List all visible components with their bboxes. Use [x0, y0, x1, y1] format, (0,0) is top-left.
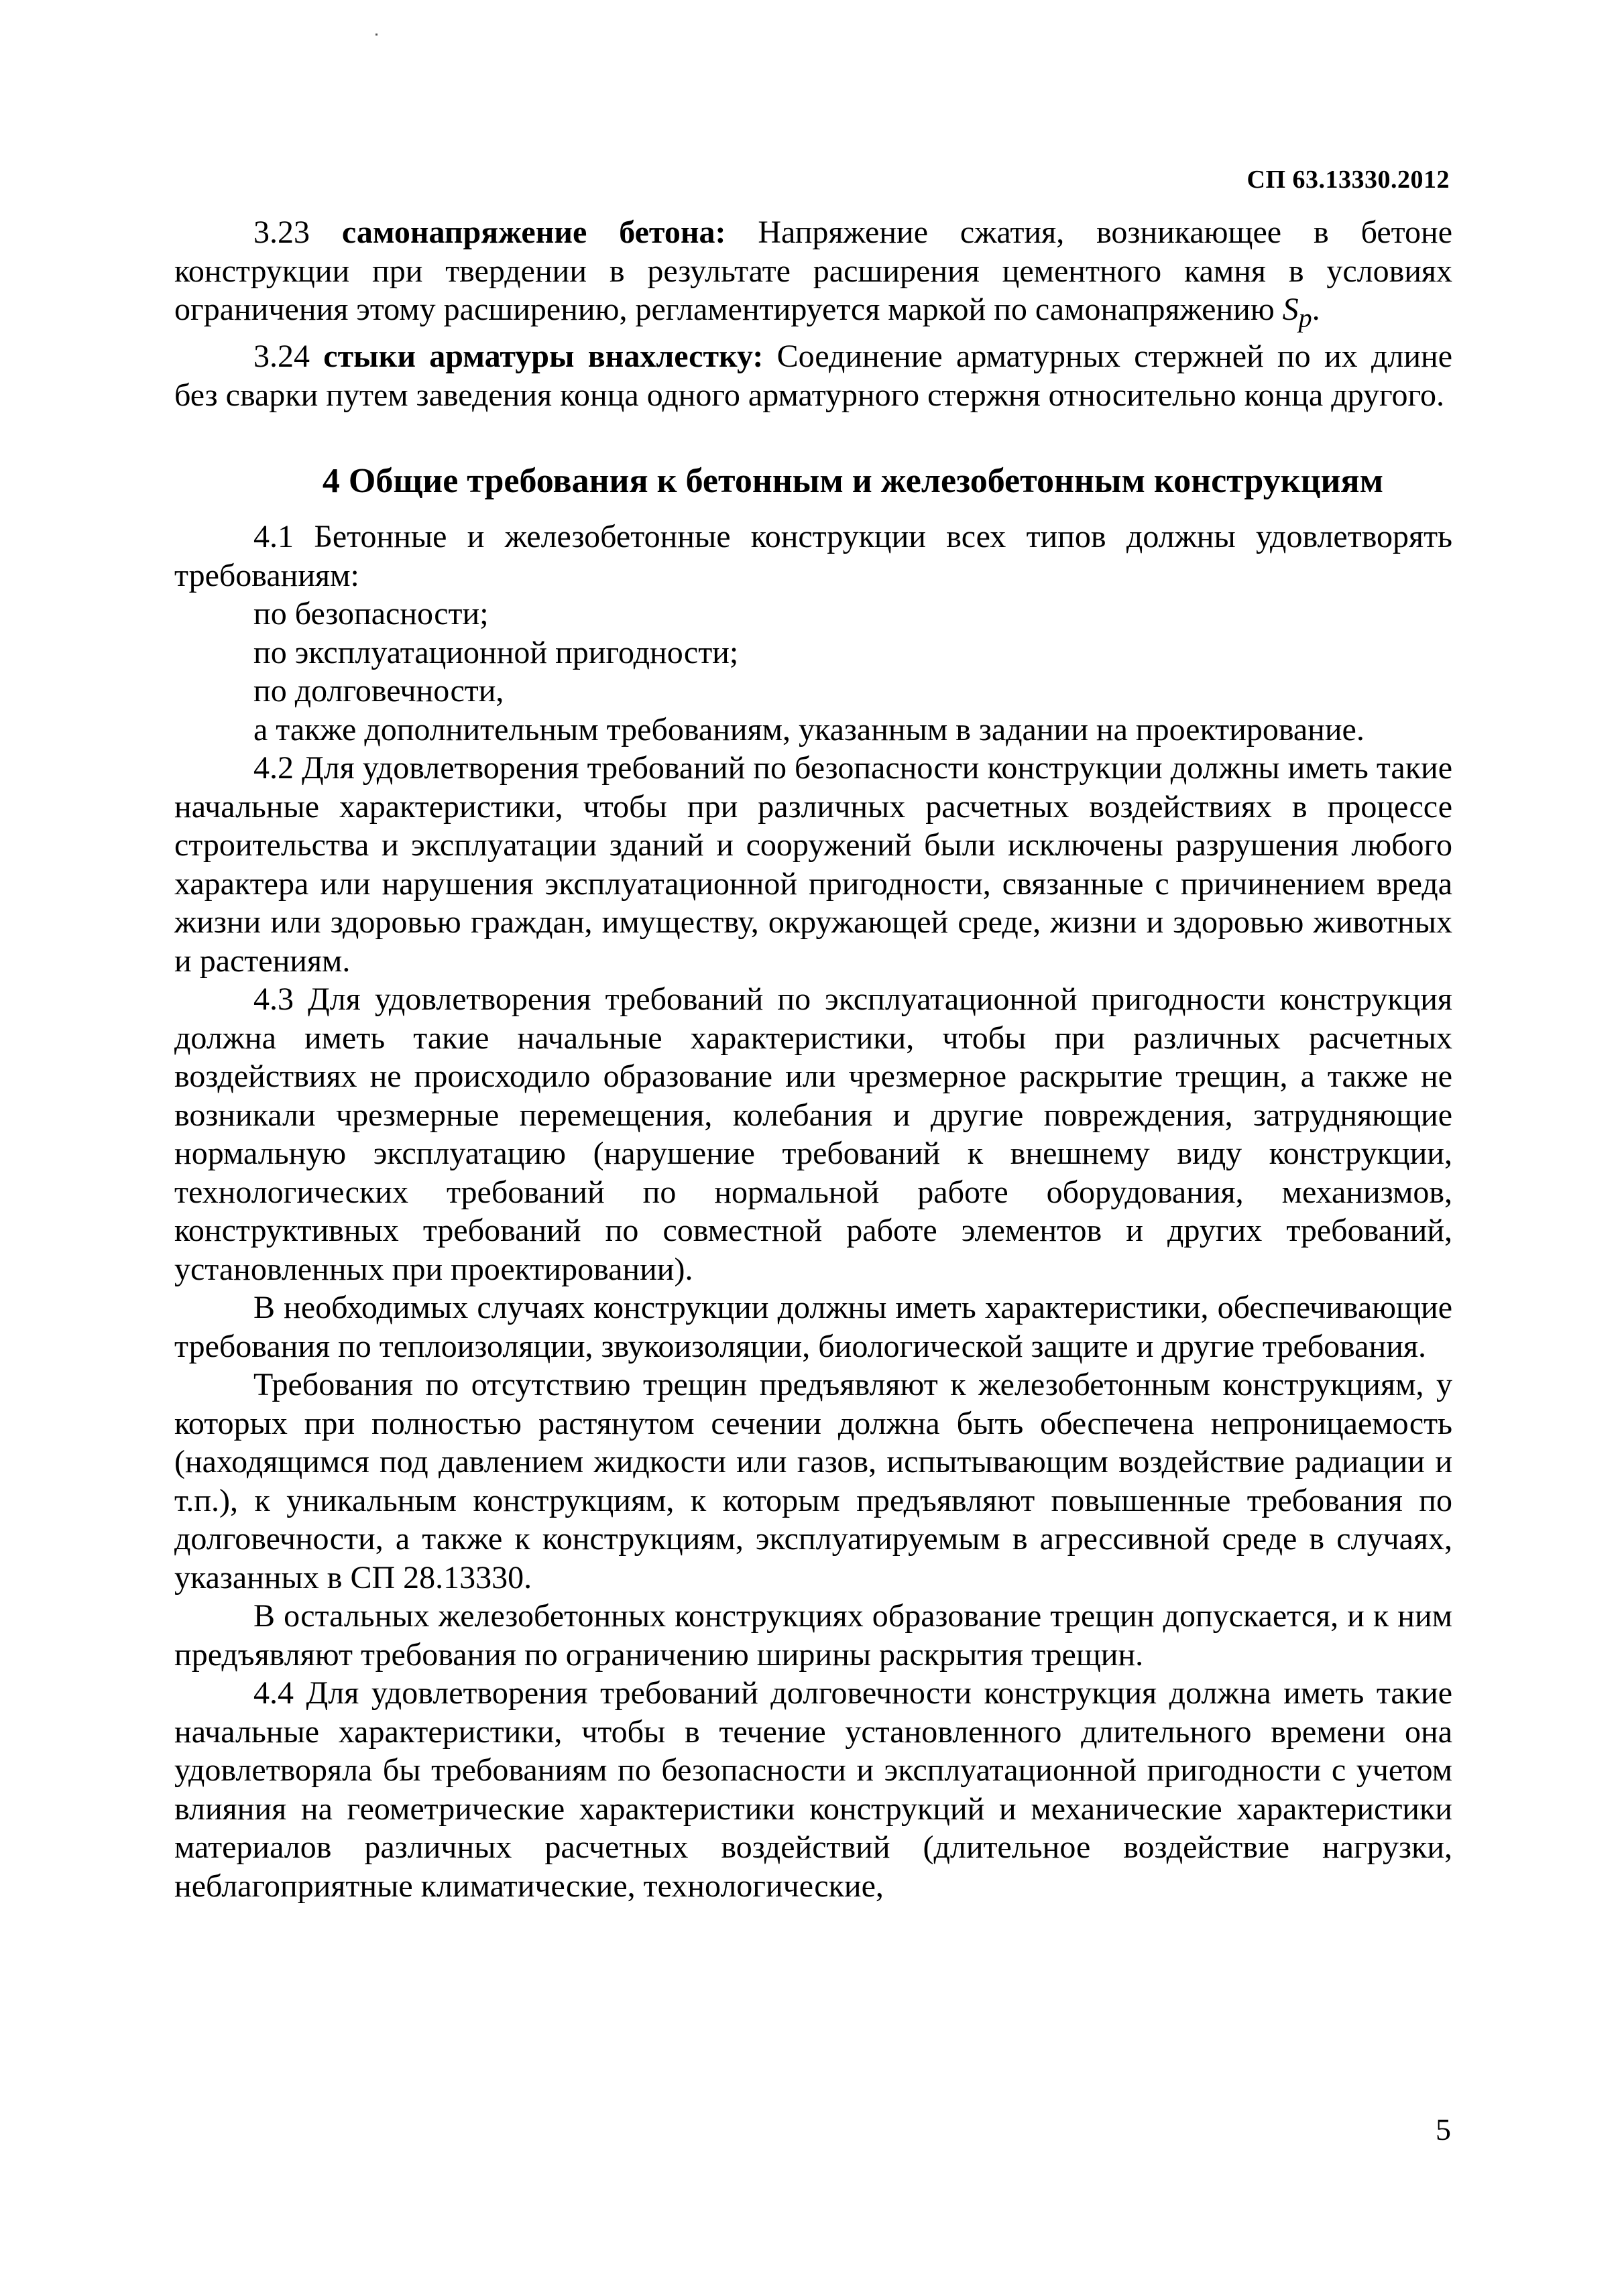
list-item: по безопасности; [253, 596, 489, 632]
section-heading: 4 Общие требования к бетонным и железобетонным конструкциям [322, 462, 1384, 501]
paragraph-necessary-cases: В необходимых случаях конструкции должны иметь характеристики, обеспечивающие требования по теплоизоляции, звукоизоляции, биологической защите и другие требования. [174, 1290, 1452, 1364]
paragraph-4-1: 4.1 Бетонные и железобетонные конструкции всех типов должны удовлетворять требованиям: [174, 519, 1452, 593]
symbol-sp: $S_p$ [1282, 292, 1312, 333]
paragraph-crack-requirements: Требования по отсутствию трещин предъявляют к железобетонным конструкциям, у которых при полностью растянутом сечении должна быть обеспечена непроницаемость (находящимся под давлением жидкости или газов, испытывающим воздействие радиации и т.п.), к уникальным конструкциям, к которым предъявляют повышенные требования по долговечности, а также к конструкциям, эксплуатируемым в агрессивной среде в случаях, указанных в СП 28.13330. [174, 1367, 1452, 1595]
page-number: 5 [1436, 2112, 1451, 2147]
list-item: а также дополнительным требованиям, указанным в задании на проектирование. [253, 711, 1365, 747]
definition-text: Напряжение сжатия, возникающее в бетоне конструкции при твердении в результате расширения цементного камня в условиях ограничения этому расширению, регламентируется маркой по самонапряжению [174, 215, 1453, 327]
document-body [174, 213, 1452, 1905]
list-item: по долговечности, [253, 673, 504, 709]
scan-speck [375, 34, 378, 36]
term-lap-splice: стыки арматуры внахлестку: [323, 339, 764, 375]
paragraph-4-3: 4.3 Для удовлетворения требований по эксплуатационной пригодности конструкция должна иметь такие начальные характеристики, чтобы при различных расчетных воздействиях не происходило образование или чрезмерное раскрытие трещин, а также не возникали чрезмерные перемещения, колебания и другие повреждения, затрудняющие нормальную эксплуатацию (нарушение требований к внешнему виду конструкции, технологических требований по нормальной работе оборудования, механизмов, конструктивных требований по совместной работе элементов и других требований, установленных при проектировании). [174, 981, 1452, 1287]
term-self-stress: самонапряжение бетона: [341, 215, 726, 250]
list-item: по эксплуатационной пригодности; [253, 634, 739, 670]
document-code: СП 63.13330.2012 [1246, 166, 1450, 194]
paragraph-4-4: 4.4 Для удовлетворения требований долговечности конструкция должна иметь такие начальные характеристики, чтобы в течение установленного длительного времени она удовлетворяла бы требованиям по безопасности и эксплуатационной пригодности с учетом влияния на геометрические характеристики конструкций и механические характеристики материалов различных расчетных воздействий (длительное воздействие нагрузки, неблагоприятные климатические, технологические, [174, 1675, 1452, 1904]
paragraph-other-structures: В остальных железобетонных конструкциях образование трещин допускается, и к ним предъявляют требования по ограничению ширины раскрытия трещин. [174, 1598, 1452, 1673]
clause-number: 3.23 [253, 215, 342, 250]
definition-text: Соединение арматурных стержней по их длине без сварки путем заведения конца одного арматурного стержня относительно конца другого. [174, 339, 1452, 413]
clause-number: 3.24 [253, 339, 324, 375]
paragraph-4-2: 4.2 Для удовлетворения требований по безопасности конструкции должны иметь такие начальные характеристики, чтобы при различных расчетных воздействиях в процессе строительства и эксплуатации зданий и сооружений были исключены разрушения любого характера или нарушения эксплуатационной пригодности, связанные с причинением вреда жизни или здоровью граждан, имуществу, окружающей среде, жизни и здоровью животных и растениям. [174, 750, 1452, 979]
paragraph-3-24 [174, 337, 1452, 414]
paragraph-3-23: 3.23 самонапряжение бетона: Напряжение сжатия, возникающее в бетоне конструкции при твердении в результате расширения цементного камня в условиях ограничения этому расширению, регламентируется маркой по самонапряжению $S_p$. [174, 215, 1453, 333]
